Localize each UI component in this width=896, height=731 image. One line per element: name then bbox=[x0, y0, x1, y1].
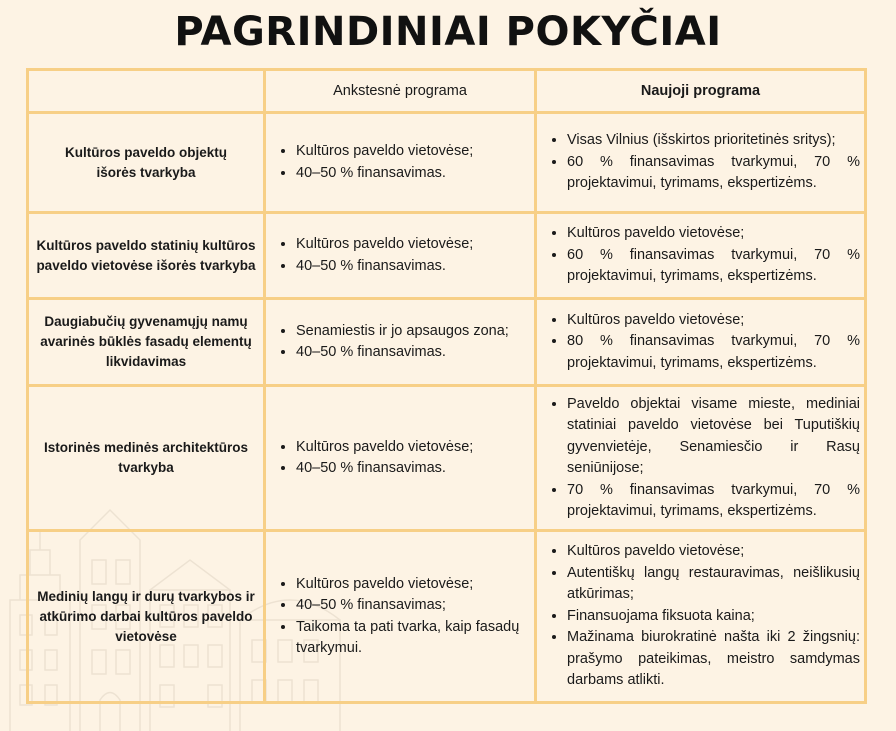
row-label bbox=[28, 213, 265, 299]
list-item: • 70 % finansavimas tvarkymui, 70 % projektavimui, tyrimams, ekspertizėms. bbox=[567, 480, 860, 523]
old-program-cell bbox=[265, 386, 536, 531]
comparison-table bbox=[26, 68, 867, 704]
row-label-text: Daugiabučių gyvenamųjų namų avarinės būklės fasadų elementų likvidavimas bbox=[40, 314, 252, 369]
new-program-list bbox=[537, 310, 864, 375]
header-old-program: Ankstesnė programa bbox=[265, 70, 536, 113]
row-label-text: Medinių langų ir durų tvarkybos ir atkūrimo darbai kultūros paveldo vietovėse bbox=[37, 588, 255, 644]
old-program-list bbox=[266, 574, 534, 660]
row-label bbox=[28, 299, 265, 386]
old-program-cell bbox=[265, 299, 536, 386]
old-program-cell bbox=[265, 113, 536, 213]
list-item: • 60 % finansavimas tvarkymui, 70 % projektavimui, tyrimams, ekspertizėms. bbox=[567, 152, 860, 195]
list-item: • Senamiestis ir jo apsaugos zona; bbox=[296, 321, 524, 343]
old-program-list bbox=[266, 234, 534, 277]
list-item: • Finansuojama fiksuota kaina; bbox=[567, 606, 860, 628]
list-item: • 40–50 % finansavimas; bbox=[296, 595, 524, 617]
list-item: • Autentiškų langų restauravimas, neišlikusių atkūrimas; bbox=[567, 563, 860, 606]
page-title: PAGRINDINIAI POKYČIAI bbox=[174, 9, 722, 55]
list-item: • Kultūros paveldo vietovėse; bbox=[296, 437, 524, 459]
row-label-text: Istorinės medinės architektūros tvarkyba bbox=[43, 440, 249, 475]
list-item: • Visas Vilnius (išskirtos prioritetinės sritys); bbox=[567, 130, 860, 152]
list-item: • 40–50 % finansavimas. bbox=[296, 256, 524, 278]
list-item: • 40–50 % finansavimas. bbox=[296, 458, 524, 480]
old-program-cell bbox=[265, 213, 536, 299]
list-item: • Kultūros paveldo vietovėse; bbox=[296, 574, 524, 596]
row-label-text: Kultūros paveldo objektų išorės tvarkyba bbox=[64, 144, 227, 180]
row-label bbox=[28, 113, 265, 213]
new-program-cell bbox=[536, 386, 866, 531]
list-item: • Mažinama biurokratinė našta iki 2 žingsnių: prašymo pateikimas, meistro samdymas darbams atlikti. bbox=[567, 627, 860, 692]
list-item: • 40–50 % finansavimas. bbox=[296, 163, 524, 185]
header-new-program: Naujoji programa bbox=[536, 70, 866, 113]
list-item: • 60 % finansavimas tvarkymui, 70 % projektavimui, tyrimams, ekspertizėms. bbox=[567, 245, 860, 288]
list-item: • Kultūros paveldo vietovėse; bbox=[567, 541, 860, 563]
table-row bbox=[28, 531, 866, 703]
row-label bbox=[28, 531, 265, 703]
list-item: • Kultūros paveldo vietovėse; bbox=[567, 223, 860, 245]
new-program-cell bbox=[536, 213, 866, 299]
new-program-list bbox=[537, 223, 864, 288]
list-item: • 80 % finansavimas tvarkymui, 70 % projektavimui, tyrimams, ekspertizėms. bbox=[567, 331, 860, 374]
list-item: • Kultūros paveldo vietovėse; bbox=[296, 141, 524, 163]
new-program-list bbox=[537, 541, 864, 692]
table-row bbox=[28, 299, 866, 386]
table-row bbox=[28, 213, 866, 299]
old-program-cell bbox=[265, 531, 536, 703]
table-row bbox=[28, 386, 866, 531]
header-empty-cell bbox=[28, 70, 265, 113]
list-item: • Paveldo objektai visame mieste, mediniai statiniai paveldo vietovėse bei Tuputiškių gyvenvietėje, Senamiesčio ir Rasų seniūnijose; bbox=[567, 394, 860, 480]
new-program-cell bbox=[536, 299, 866, 386]
row-label bbox=[28, 386, 265, 531]
row-label-text: Kultūros paveldo statinių kultūros paveldo vietovėse išorės tvarkyba bbox=[36, 237, 256, 273]
new-program-cell bbox=[536, 113, 866, 213]
new-program-list bbox=[537, 130, 864, 195]
table-header-row bbox=[28, 70, 866, 113]
list-item: • 40–50 % finansavimas. bbox=[296, 342, 524, 364]
list-item: • Kultūros paveldo vietovėse; bbox=[567, 310, 860, 332]
old-program-list bbox=[266, 437, 534, 480]
table-row bbox=[28, 113, 866, 213]
old-program-list bbox=[266, 321, 534, 364]
old-program-list bbox=[266, 141, 534, 184]
list-item: • Kultūros paveldo vietovėse; bbox=[296, 234, 524, 256]
new-program-cell bbox=[536, 531, 866, 703]
list-item: • Taikoma ta pati tvarka, kaip fasadų tvarkymui. bbox=[296, 617, 524, 660]
new-program-list bbox=[537, 394, 864, 523]
